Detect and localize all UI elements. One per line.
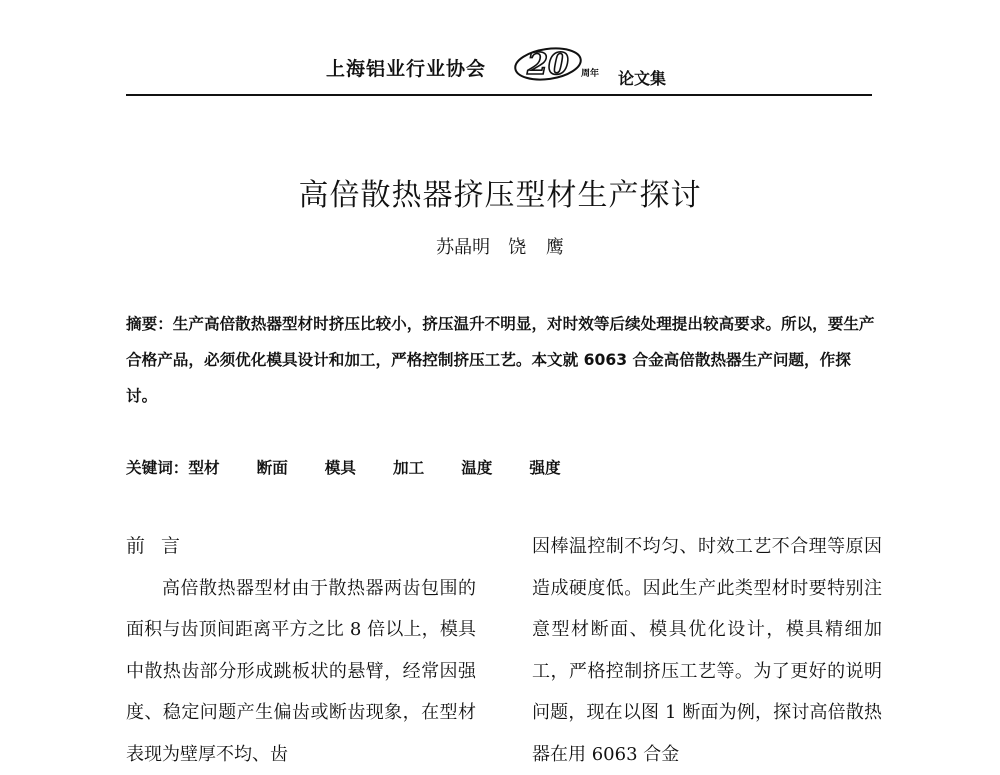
header-series: 论文集 [618, 66, 666, 89]
authors: 苏晶明 饶 鹰 [0, 233, 1000, 259]
left-paragraph: 高倍散热器型材由于散热器两齿包围的面积与齿顶间距离平方之比 8 倍以上，模具中散热齿部分形成跳板状的悬臂，经常因强度、稳定问题产生偏齿或断齿现象，在型材表现为壁厚不均、齿 [126, 568, 476, 775]
abstract: 摘要：生产高倍散热器型材时挤压比较小，挤压温升不明显，对时效等后续处理提出较高要求。所以，要生产合格产品，必须优化模具设计和加工，严格控制挤压工艺。本文就 6063 合金高倍散热器生产问题，作探讨。 [126, 306, 876, 414]
keywords-label: 关键词： [126, 459, 188, 477]
header-rule [126, 94, 872, 96]
keyword-5: 温度 [461, 456, 492, 478]
paper-title: 高倍散热器挤压型材生产探讨 [0, 170, 1000, 214]
section-heading: 前言 [126, 526, 476, 568]
anniversary-unit: 周年 [581, 66, 599, 79]
keywords [126, 456, 876, 478]
header-org: 上海铝业行业协会 [326, 54, 486, 81]
keyword-3: 模具 [325, 456, 356, 478]
anniversary-logo [513, 44, 583, 84]
left-column [126, 526, 476, 775]
right-column [532, 526, 882, 775]
keyword-2: 断面 [257, 456, 288, 478]
keyword-4: 加工 [393, 456, 424, 478]
running-header [126, 44, 872, 98]
anniversary-number: 20 [526, 47, 569, 82]
keyword-6: 强度 [529, 456, 560, 478]
right-paragraph: 因棒温控制不均匀、时效工艺不合理等原因造成硬度低。因此生产此类型材时要特别注意型材断面、模具优化设计，模具精细加工，严格控制挤压工艺等。为了更好的说明问题，现在以图 1 断面为例，探讨高倍散热器在用 6063 合金 [532, 526, 882, 775]
keyword-1: 型材 [188, 456, 219, 478]
